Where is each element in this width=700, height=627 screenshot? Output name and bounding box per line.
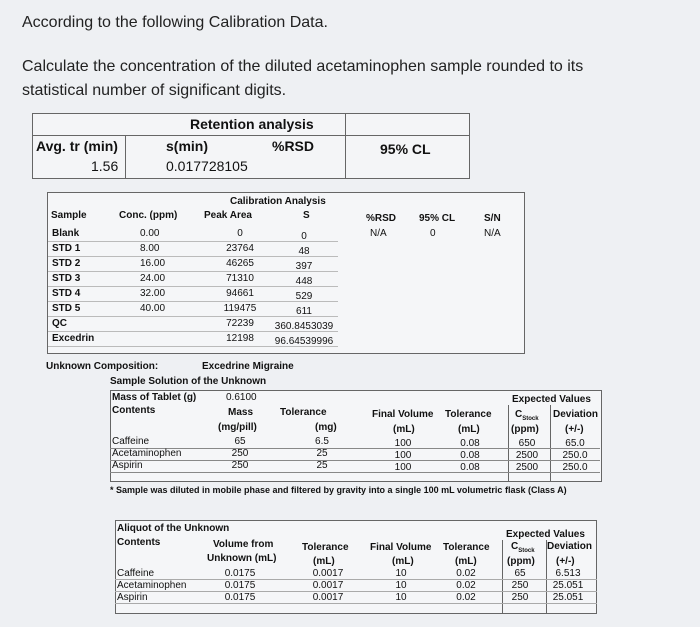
cal-cell-peak: 72239	[226, 318, 254, 329]
unknown-cell-mass: 250	[231, 460, 249, 471]
cal-cell-s: 0	[301, 231, 307, 242]
aliquot-tolerance-unit: (mL)	[313, 556, 335, 567]
unknown-cell-vol: 100	[394, 462, 412, 473]
aliquot-cell-vol: 0.0175	[224, 580, 256, 591]
deviation-unit: (+/-)	[565, 424, 584, 435]
cal-header-s: S	[303, 210, 310, 221]
unknown-cell-tol2: 0.08	[460, 462, 480, 473]
unknown-cell-tol: 25	[316, 448, 328, 459]
retention-col-sep-2	[345, 113, 346, 178]
aliquot-cell-tol2: 0.02	[456, 580, 476, 591]
cal-cell-conc: 16.00	[140, 258, 166, 269]
retention-divider	[32, 135, 470, 136]
cal-header-sn: S/N	[484, 213, 501, 224]
aliquot-contents-label: Contents	[117, 537, 161, 548]
aliquot-cell-fvol: 10	[395, 592, 407, 603]
unknown-cell-vol: 100	[394, 450, 412, 461]
tolerance-unit: (mg)	[315, 422, 337, 433]
cal-cell-peak: 46265	[226, 258, 254, 269]
cal-cell-conc: 0.00	[140, 228, 160, 239]
cal-rsd-value: N/A	[370, 228, 387, 239]
cal-cell-peak: 94661	[226, 288, 254, 299]
mass-unit: (mg/pill)	[218, 422, 257, 433]
cal-cell-s: 360.8453039	[274, 321, 334, 332]
cal-cell-s: 96.64539996	[274, 336, 334, 347]
cal-header-rsd: %RSD	[366, 213, 397, 224]
retention-title: Retention analysis	[190, 116, 314, 132]
aliquot-cell-dev: 25.051	[552, 580, 584, 591]
cal-cell-s: 48	[298, 246, 310, 257]
aliquot-cell-tol: 0.0017	[312, 568, 344, 579]
aliquot-cell-dev: 6.513	[555, 568, 581, 579]
cal-cell-sample: STD 3	[52, 273, 81, 284]
aliquot-tolerance-header: Tolerance	[302, 542, 349, 553]
cal-cell-conc: 32.00	[140, 288, 166, 299]
aliquot-expected-title: Expected Values	[506, 529, 585, 540]
tolerance2-unit: (mL)	[458, 424, 480, 435]
aliquot-cell-fvol: 10	[395, 580, 407, 591]
cal-cl-value: 0	[430, 228, 436, 239]
retention-cl-header: 95% CL	[380, 141, 431, 157]
unknown-row-line	[110, 472, 600, 473]
unknown-cell-cstock: 650	[518, 438, 536, 449]
solution-title: Sample Solution of the Unknown	[110, 376, 267, 387]
aliquot-row-line	[115, 603, 597, 604]
cal-cell-s: 448	[295, 276, 313, 287]
unknown-row-line	[110, 460, 600, 461]
cstock-unit: (ppm)	[511, 424, 539, 435]
cal-row-line	[48, 286, 338, 287]
aliquot-cell-tol2: 0.02	[456, 592, 476, 603]
cal-cell-s: 529	[295, 291, 313, 302]
unknown-cell-name: Aspirin	[112, 460, 143, 471]
contents-label: Contents	[112, 405, 156, 416]
aliquot-cell-dev: 25.051	[552, 592, 584, 603]
aliquot-deviation-header: Deviation	[547, 541, 593, 552]
cal-row-line	[48, 346, 338, 347]
aliquot-final-volume-unit: (mL)	[392, 556, 414, 567]
cal-row-line	[48, 271, 338, 272]
unknown-cell-tol2: 0.08	[460, 438, 480, 449]
aliquot-cell-fvol: 10	[395, 568, 407, 579]
unknown-cell-dev: 250.0	[562, 450, 588, 461]
unknown-cell-dev: 250.0	[562, 462, 588, 473]
aliquot-cell-cstock: 65	[514, 568, 526, 579]
retention-avg-value: 1.56	[91, 158, 119, 174]
aliquot-tolerance2-header: Tolerance	[443, 542, 490, 553]
cal-row-line	[48, 331, 338, 332]
aliquot-cell-name: Caffeine	[117, 568, 155, 579]
unknown-row-line	[110, 448, 600, 449]
retention-avg-header: Avg. tr (min)	[36, 138, 118, 154]
cal-cell-sample: QC	[52, 318, 67, 329]
retention-col-sep	[125, 135, 126, 178]
cal-row-line	[48, 241, 338, 242]
unknown-label: Unknown Composition:	[46, 361, 159, 372]
aliquot-title: Aliquot of the Unknown	[117, 523, 230, 534]
question-line-1: According to the following Calibration Data.	[22, 14, 328, 31]
aliquot-cell-name: Aspirin	[117, 592, 148, 603]
final-volume-unit: (mL)	[393, 424, 415, 435]
tolerance-header: Tolerance	[280, 407, 327, 418]
aliquot-cell-cstock: 250	[511, 580, 529, 591]
cal-cell-peak: 23764	[226, 243, 254, 254]
tolerance2-header: Tolerance	[445, 409, 492, 420]
cal-header-peak: Peak Area	[204, 210, 252, 221]
cal-header-sample: Sample	[51, 210, 87, 221]
mass-tablet-label: Mass of Tablet (g)	[112, 392, 197, 403]
aliquot-cell-vol: 0.0175	[224, 568, 256, 579]
aliquot-final-volume-header: Final Volume	[370, 542, 432, 553]
question-line-2: Calculate the concentration of the diluted acetaminophen sample rounded to its	[22, 58, 584, 75]
unknown-cell-tol2: 0.08	[460, 450, 480, 461]
cal-cell-conc: 8.00	[140, 243, 160, 254]
cal-header-conc: Conc. (ppm)	[119, 210, 178, 221]
cal-cell-sample: Excedrin	[52, 333, 95, 344]
unknown-cell-cstock: 2500	[515, 462, 539, 473]
aliquot-cell-name: Acetaminophen	[117, 580, 187, 591]
cal-cell-peak: 71310	[226, 273, 254, 284]
unknown-cell-tol: 25	[316, 460, 328, 471]
unknown-cell-vol: 100	[394, 438, 412, 449]
unknown-cell-name: Acetaminophen	[112, 448, 182, 459]
cal-row-line	[48, 256, 338, 257]
cal-sn-value: N/A	[484, 228, 501, 239]
cal-cell-s: 611	[296, 306, 312, 317]
retention-s-header: s(min)	[166, 138, 208, 154]
cal-cell-conc: 40.00	[140, 303, 166, 314]
aliquot-cell-cstock: 250	[511, 592, 529, 603]
cstock-header: $C_{Stock}$	[515, 409, 539, 422]
unknown-cell-mass: 250	[231, 448, 249, 459]
dilution-note: * Sample was diluted in mobile phase and filtered by gravity into a single 100 mL volumetric flask (Class A)	[110, 485, 567, 495]
aliquot-deviation-unit: (+/-)	[556, 556, 575, 567]
mass-tablet-value: 0.6100	[226, 392, 257, 403]
mass-header: Mass	[228, 407, 254, 418]
unknown-cell-cstock: 2500	[515, 450, 539, 461]
retention-rsd-header: %RSD	[272, 138, 315, 154]
aliquot-tolerance2-unit: (mL)	[455, 556, 477, 567]
unknown-cell-dev: 65.0	[565, 438, 585, 449]
question-line-3: statistical number of significant digits.	[22, 82, 287, 99]
cal-row-line	[48, 316, 338, 317]
aliquot-cell-tol: 0.0017	[312, 592, 344, 603]
aliquot-cstock-header: $C_{Stock}$	[511, 541, 535, 554]
cal-cell-sample: Blank	[52, 228, 80, 239]
cal-cell-conc: 24.00	[140, 273, 166, 284]
unknown-cell-mass: 65	[234, 436, 246, 447]
cal-header-cl: 95% CL	[419, 213, 456, 224]
retention-s-value: 0.017728105	[166, 158, 248, 174]
expected-values-title: Expected Values	[512, 394, 591, 405]
aliquot-cell-vol: 0.0175	[224, 592, 256, 603]
unknown-name: Excedrine Migraine	[202, 361, 294, 372]
deviation-header: Deviation	[553, 409, 599, 420]
cal-cell-peak: 12198	[226, 333, 254, 344]
cal-cell-sample: STD 5	[52, 303, 81, 314]
unknown-col-sep-2	[550, 405, 551, 481]
unknown-col-sep	[508, 405, 509, 481]
aliquot-volume-header: Volume from	[213, 539, 274, 550]
cal-cell-s: 397	[295, 261, 313, 272]
cal-cell-sample: STD 1	[52, 243, 81, 254]
cal-cell-peak: 119475	[223, 303, 257, 314]
cal-row-line	[48, 301, 338, 302]
aliquot-cell-tol2: 0.02	[456, 568, 476, 579]
cal-cell-peak: 0	[237, 228, 243, 239]
aliquot-cstock-unit: (ppm)	[507, 556, 535, 567]
calibration-title: Calibration Analysis	[230, 196, 326, 207]
aliquot-cell-tol: 0.0017	[312, 580, 344, 591]
final-volume-header: Final Volume	[372, 409, 434, 420]
cal-cell-sample: STD 4	[52, 288, 81, 299]
aliquot-volume-header-2: Unknown (mL)	[207, 553, 277, 564]
cal-cell-sample: STD 2	[52, 258, 81, 269]
unknown-cell-tol: 6.5	[315, 436, 329, 447]
unknown-cell-name: Caffeine	[112, 436, 150, 447]
